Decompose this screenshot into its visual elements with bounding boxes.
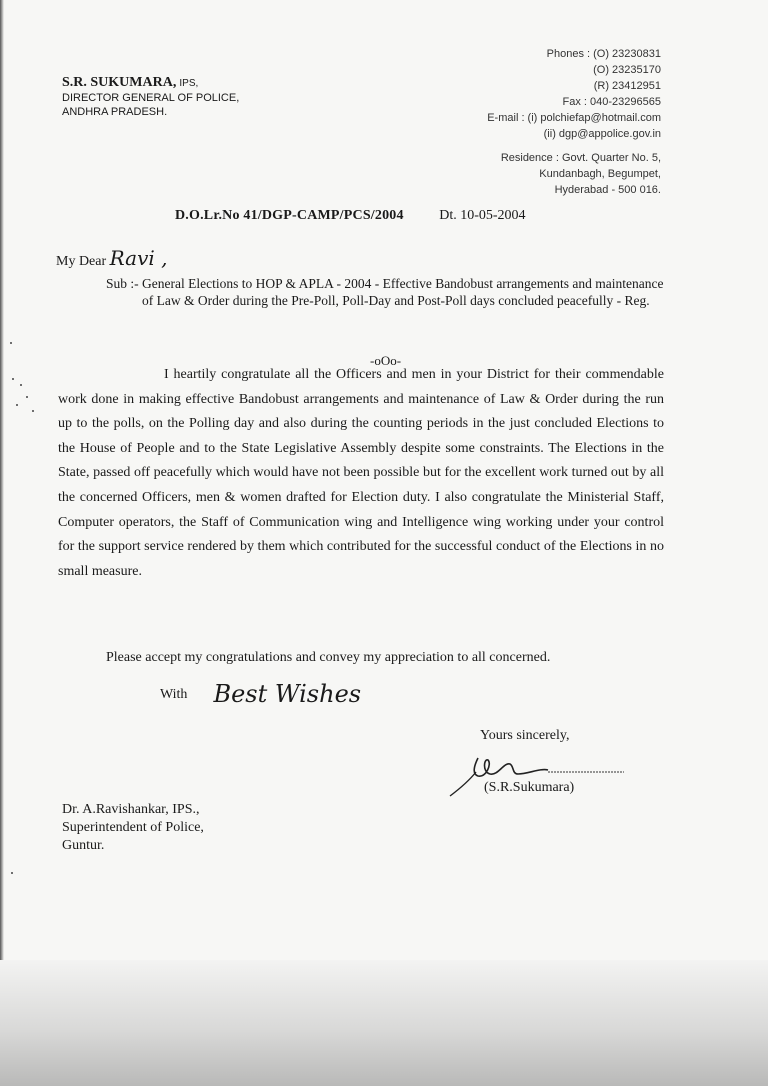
contact-block — [487, 46, 661, 198]
subject-text: General Elections to HOP & APLA - 2004 - Effective Bandobust arrangements and maintenance of Law & Order during the Pre-Poll, Poll-Day and Post-Poll days concluded peacefully - Reg. — [142, 276, 664, 308]
reference-number: D.O.Lr.No 41/DGP-CAMP/PCS/2004 — [175, 208, 404, 223]
signatory-name: (S.R.Sukumara) — [484, 780, 575, 795]
handwritten-wishes: Best Wishes — [213, 680, 362, 708]
reference-line — [175, 208, 526, 224]
sender-title: DIRECTOR GENERAL OF POLICE, — [62, 92, 240, 104]
scan-speck — [11, 872, 13, 874]
recipient-line-3: Guntur. — [62, 838, 105, 853]
with-word: With — [160, 687, 188, 702]
reference-date: Dt. 10-05-2004 — [439, 208, 526, 223]
wishes-line — [160, 676, 362, 708]
separator: -oOo- — [370, 353, 402, 368]
phone-residence: (R) 23412951 — [593, 80, 661, 92]
subject-label: Sub :- — [106, 276, 139, 291]
fax-number: Fax : 040-23296565 — [562, 96, 661, 108]
subject-block — [106, 275, 676, 309]
salutation-text: My Dear — [56, 254, 107, 269]
phone-office-2: (O) 23235170 — [593, 64, 661, 76]
recipient-address — [62, 801, 204, 855]
body-paragraph: I heartily congratulate all the Officers and men in your District for their commendable work done in making effective Bandobust arrangements and maintenance of Law & Order during the run up to the polls, on the Polling day and also during the counting periods in the just concluded Elections to the House of People and to the State Legislative Assembly despite some constraints. The Elections in the State, passed off peacefully which would have not been possible but for the excellent work turned out by all the concerned Officers, men & women drafted for Election duty. I also congratulate the Ministerial Staff, Computer operators, the Staff of Communication wing and Intelligence wing working under your control for the support service rendered by them which contributed for the successful conduct of the Elections in no small measure. — [58, 367, 664, 579]
recipient-line-1: Dr. A.Ravishankar, IPS., — [62, 802, 200, 817]
scan-shadow — [0, 960, 768, 1086]
sender-state: ANDHRA PRADESH. — [62, 106, 168, 118]
closing-line: Please accept my congratulations and convey my appreciation to all concerned. — [106, 650, 551, 665]
handwritten-name: Ravi , — [109, 246, 168, 270]
salutation — [56, 246, 168, 270]
yours-sincerely: Yours sincerely, — [480, 728, 570, 743]
sender-block — [62, 76, 239, 119]
residence-line-2: Kundanbagh, Begumpet, — [539, 168, 661, 180]
scan-edge — [0, 0, 4, 1086]
scan-speck — [12, 378, 14, 380]
residence-line-1: Residence : Govt. Quarter No. 5, — [500, 152, 661, 164]
phone-office-1: Phones : (O) 23230831 — [546, 48, 661, 60]
email-2: (ii) dgp@appolice.gov.in — [543, 128, 661, 140]
scan-speck — [32, 410, 34, 412]
recipient-line-2: Superintendent of Police, — [62, 820, 204, 835]
scan-speck — [20, 384, 22, 386]
scan-speck — [10, 342, 12, 344]
email-1: E-mail : (i) polchiefap@hotmail.com — [487, 112, 661, 124]
scan-speck — [16, 404, 18, 406]
scan-speck — [26, 396, 28, 398]
sender-name: S.R. SUKUMARA, — [62, 75, 177, 90]
residence-line-3: Hyderabad - 500 016. — [554, 184, 661, 196]
sender-credential: IPS, — [179, 78, 199, 89]
